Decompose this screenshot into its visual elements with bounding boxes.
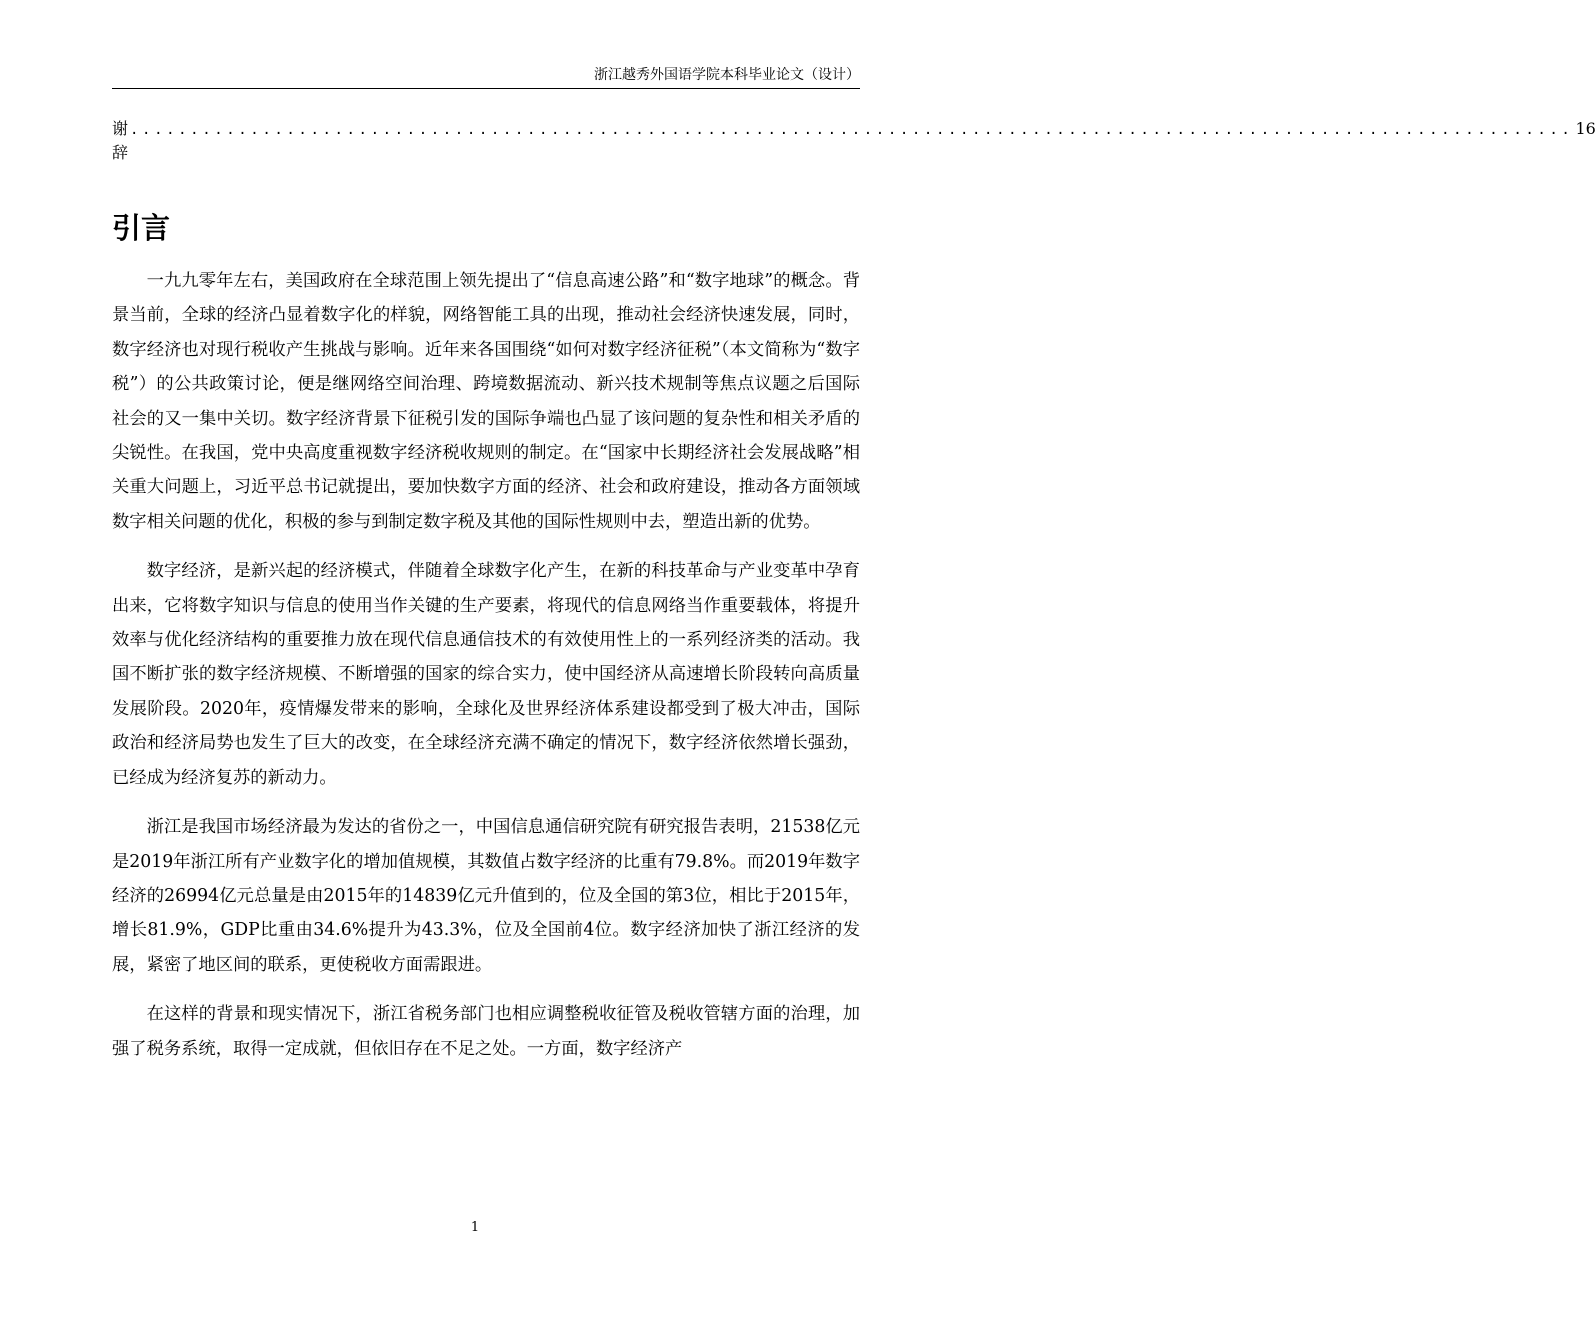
paragraph-2: 数字经济，是新兴起的经济模式，伴随着全球数字化产生，在新的科技革命与产业变革中孕育出来，它将数字知识与信息的使用当作关键的生产要素，将现代的信息网络当作重要载体，将提升效率与优化经济结构的重要推力放在现代信息通信技术的有效使用性上的一系列经济类的活动。我国不断扩张的数字经济规模、不断增强的国家的综合实力，使中国经济从高速增长阶段转向高质量发展阶段。2020年，疫情爆发带来的影响，全球化及世界经济体系建设都受到了极大冲击，国际政治和经济局势也发生了巨大的改变，在全球经济充满不确定的情况下，数字经济依然增长强劲，已经成为经济复苏的新动力。: [112, 561, 860, 788]
page-number: 1: [470, 1220, 480, 1235]
paragraph-3: 浙江是我国市场经济最为发达的省份之一，中国信息通信研究院有研究报告表明，21538亿元是2019年浙江所有产业数字化的增加值规模，其数值占数字经济的比重有79.8%。而2019年数字经济的26994亿元总量是由2015年的14839亿元升值到的，位及全国的第3位，相比于2015年，增长81.9%，GDP比重由34.6%提升为43.3%，位及全国前4位。数字经济加快了浙江经济的发展，紧密了地区间的联系，更使税收方面需跟进。: [112, 817, 860, 975]
running-header: 浙江越秀外国语学院本科毕业论文（设计）: [594, 67, 860, 83]
toc-leader-dots: ........................................................................................................................: [130, 122, 1574, 138]
paragraph-4: 在这样的背景和现实情况下，浙江省税务部门也相应调整税收征管及税收管辖方面的治理，加强了税务系统，取得一定成就，但依旧存在不足之处。一方面，数字经济产: [112, 1004, 860, 1059]
toc-entry-label: 谢辞: [112, 119, 129, 162]
section-heading: 引言: [112, 211, 171, 245]
toc-entry-page: 16: [1575, 119, 1596, 138]
section-body: [112, 264, 860, 1066]
paragraph-1: 一九九零年左右，美国政府在全球范围上领先提出了“信息高速公路”和“数字地球”的概念。背景当前，全球的经济凸显着数字化的样貌，网络智能工具的出现，推动社会经济快速发展，同时，数字经济也对现行税收产生挑战与影响。近年来各国围绕“如何对数字经济征税”（本文简称为“数字税”）的公共政策讨论，便是继网络空间治理、跨境数据流动、新兴技术规制等焦点议题之后国际社会的又一集中关切。数字经济背景下征税引发的国际争端也凸显了该问题的复杂性和相关矛盾的尖锐性。在我国，党中央高度重视数字经济税收规则的制定。在“国家中长期经济社会发展战略”相关重大问题上，习近平总书记就提出，要加快数字方面的经济、社会和政府建设，推动各方面领域数字相关问题的优化，积极的参与到制定数字税及其他的国际性规则中去，塑造出新的优势。: [112, 271, 860, 532]
header-rule: [112, 88, 860, 89]
toc-entry[interactable]: [112, 117, 1596, 162]
